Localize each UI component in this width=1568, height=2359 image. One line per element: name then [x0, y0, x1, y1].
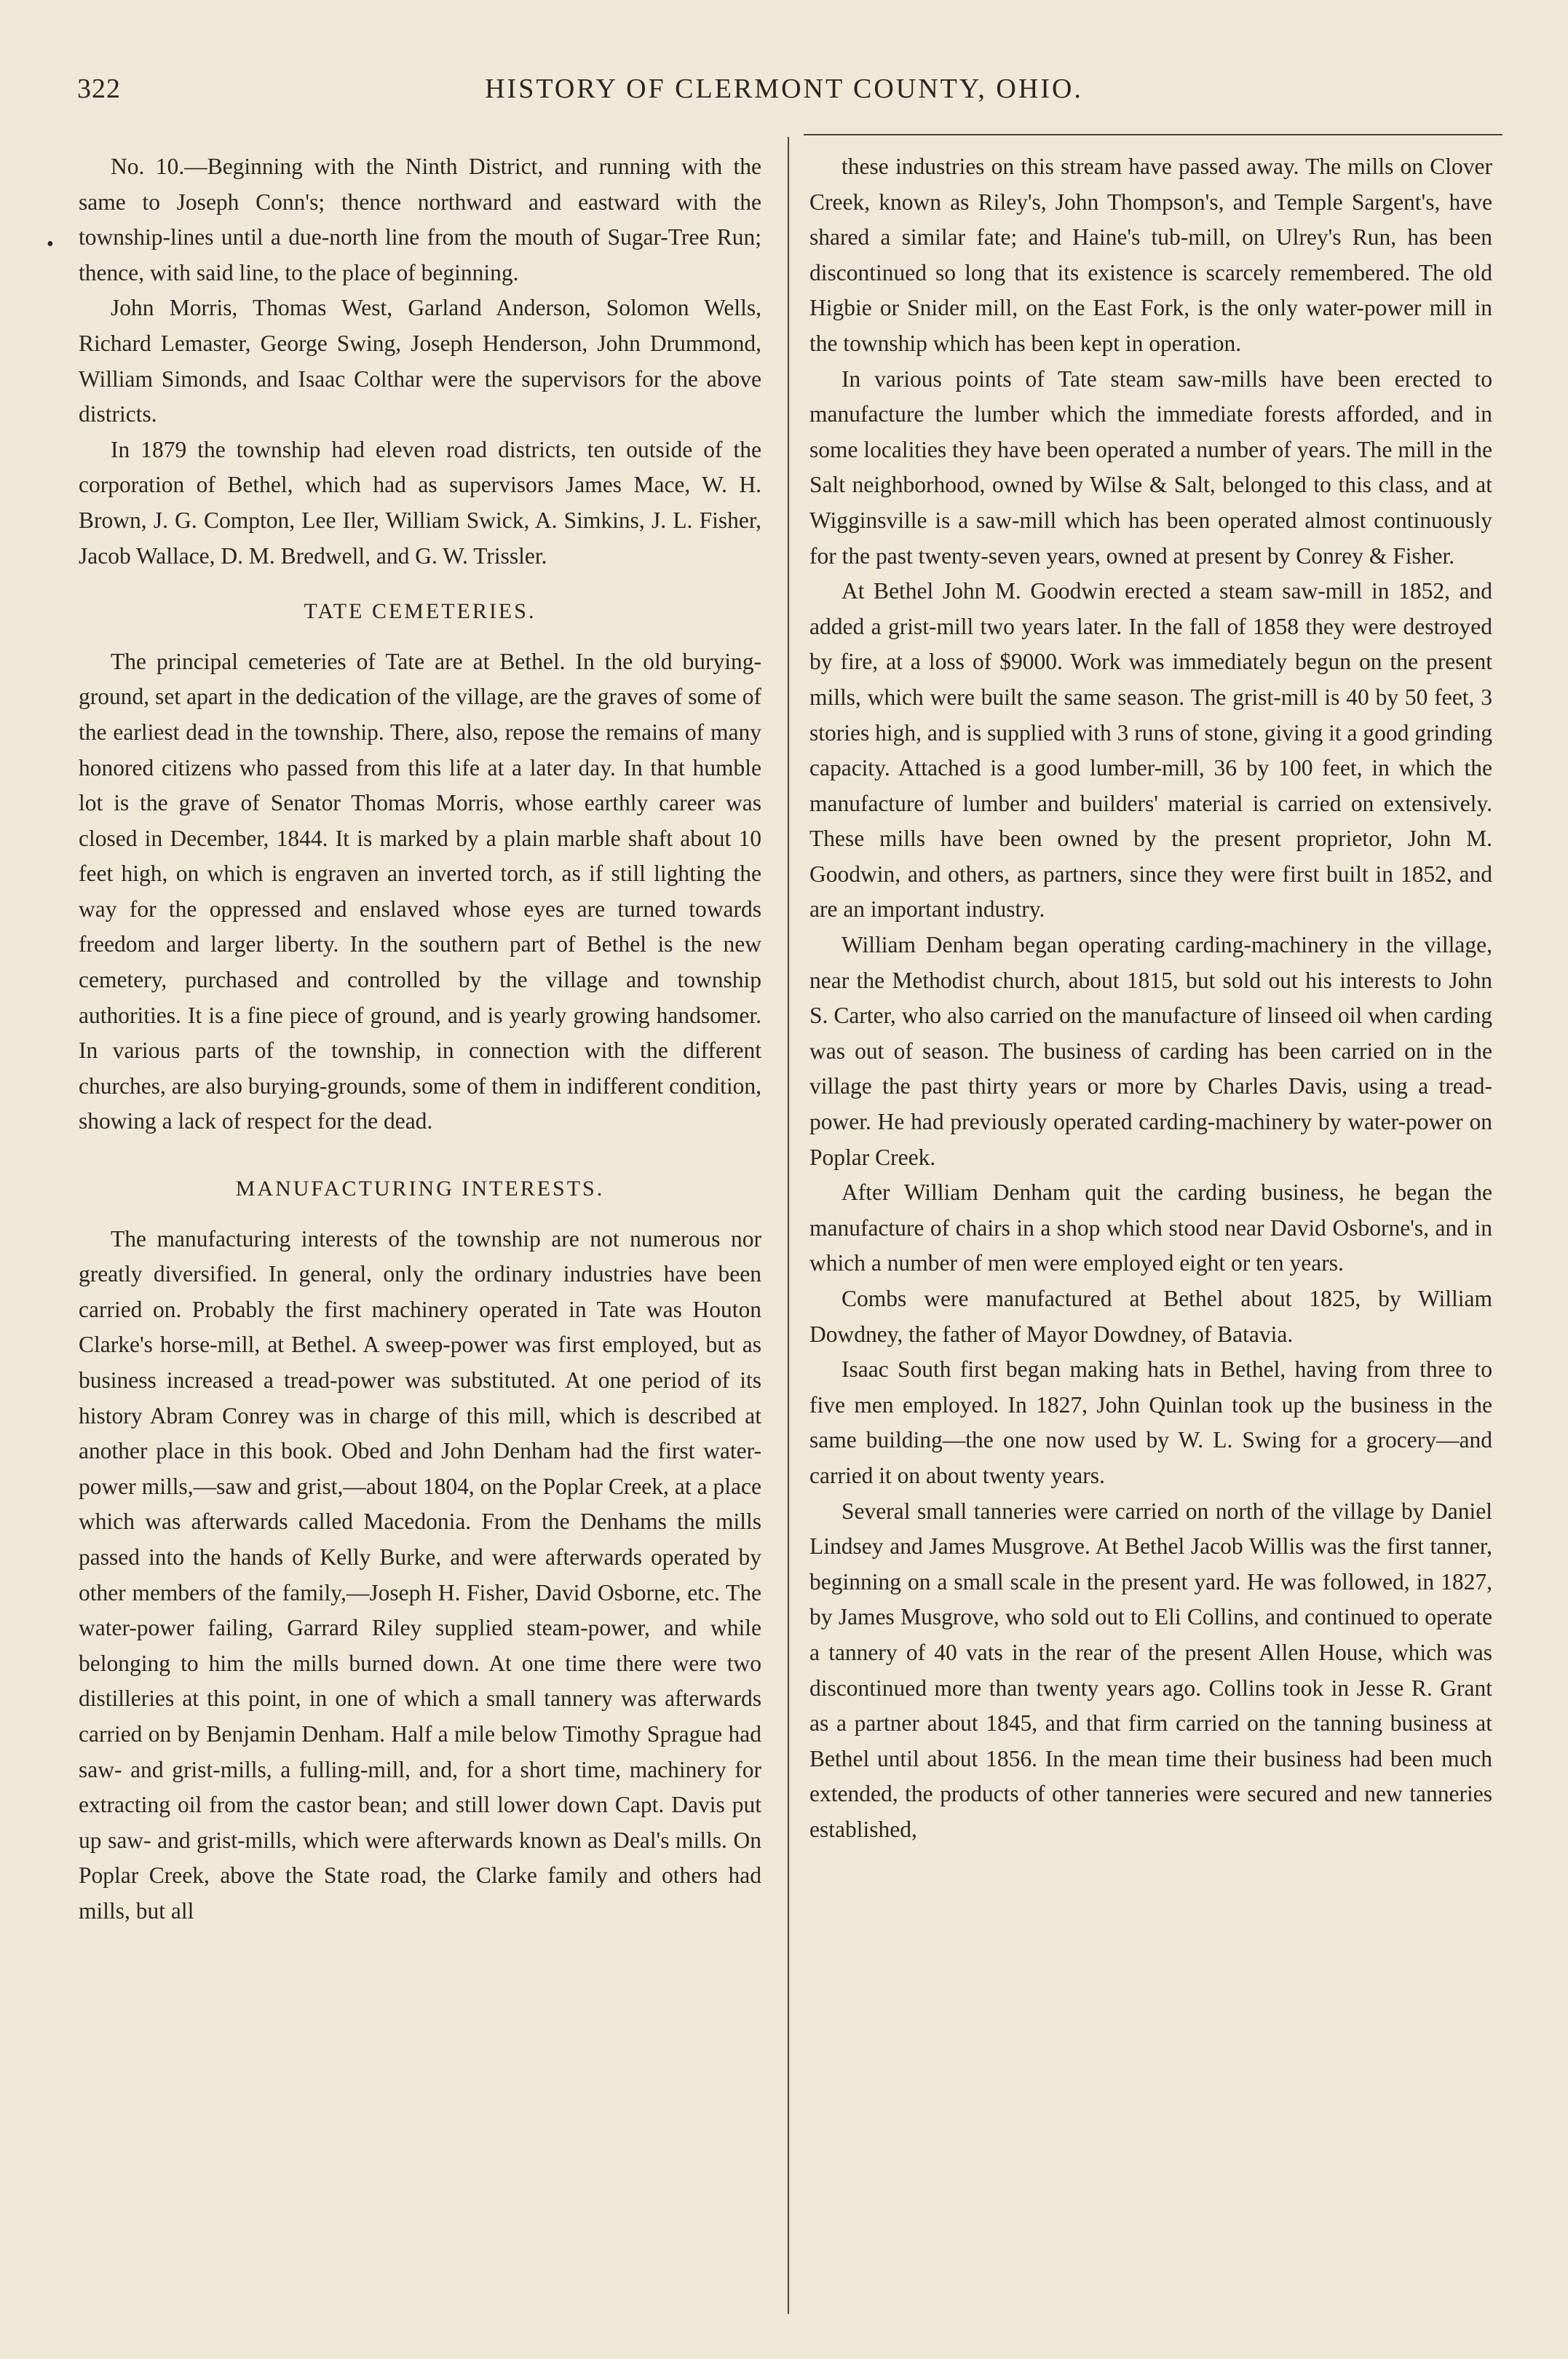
heading-tate-cemeteries: TATE CEMETERIES.	[304, 599, 536, 624]
column-divider	[788, 137, 789, 2314]
right-column	[809, 149, 1492, 1848]
paragraph-road-district-10: No. 10.—Beginning with the Ninth District, and running with the same to Joseph Conn's; thence northward and eastward with the township-lines until a due-north line from the mouth of Sugar-Tree Run; thence, with said line, to the place of beginning.	[79, 154, 761, 285]
paragraph-carding: William Denham began operating carding-machinery in the village, near the Methodist church, about 1815, but sold out his interests to John S. Carter, who also carried on the manufacture of linseed oil when carding was out of season. The business of carding has been carried on in the village the past thirty years or more by Charles Davis, using a tread-power. He had previously operated carding-machinery by water-power on Poplar Creek.	[809, 932, 1492, 1170]
paragraph-hats: Isaac South first began making hats in Bethel, having from three to five men employed. In 1827, John Quinlan took up the business in the same building—the one now used by W. L. Swing for a grocery—and carried it on about twenty years.	[809, 1356, 1492, 1488]
margin-bullet-mark: •	[47, 233, 54, 256]
paragraph-supervisors: John Morris, Thomas West, Garland Anderson, Solomon Wells, Richard Lemaster, George Swing, Joseph Henderson, John Drummond, William Simonds, and Isaac Colthar were the supervisors for the above districts.	[79, 295, 761, 427]
paragraph-industries-passed: these industries on this stream have passed away. The mills on Clover Creek, known as Riley's, John Thompson's, and Temple Sargent's, have shared a similar fate; and Haine's tub-mill, on Ulrey's Run, has been discontinued so long that its existence is scarcely remembered. The old Higbie or Snider mill, on the East Fork, is the only water-power mill in the township which has been kept in operation.	[809, 154, 1492, 356]
paragraph-chairs: After William Denham quit the carding business, he began the manufacture of chairs in a shop which stood near David Osborne's, and in which a number of men were employed eight or ten years.	[809, 1180, 1492, 1276]
running-head-title: HISTORY OF CLERMONT COUNTY, OHIO.	[485, 74, 1083, 104]
paragraph-tanneries: Several small tanneries were carried on north of the village by Daniel Lindsey and James Musgrove. At Bethel Jacob Willis was the first tanner, beginning on a small scale in the present yard. He was followed, in 1827, by James Musgrove, who sold out to Eli Collins, and continued to operate a tannery of 40 vats in the rear of the present Allen House, which was discontinued more than twenty years ago. Collins took in Jesse R. Grant as a partner about 1845, and that firm carried on the tanning business at Bethel until about 1856. In the mean time their business had been much extended, the products of other tanneries were secured and new tanneries established,	[809, 1498, 1492, 1842]
header-rule	[804, 134, 1502, 135]
paragraph-road-districts-1879: In 1879 the township had eleven road districts, ten outside of the corporation of Bethel, which had as supervisors James Mace, W. H. Brown, J. G. Compton, Lee Iler, William Swick, A. Simkins, J. L. Fisher, Jacob Wallace, D. M. Bredwell, and G. W. Trissler.	[79, 436, 761, 569]
left-column	[79, 149, 761, 1929]
heading-manufacturing-interests: MANUFACTURING INTERESTS.	[235, 1177, 605, 1201]
paragraph-manufacturing: The manufacturing interests of the township are not numerous nor greatly diversified. In general, only the ordinary industries have been carried on. Probably the first machinery operated in Tate was Houton Clarke's horse-mill, at Bethel. A sweep-power was first employed, but as business increased a tread-power was substituted. At one period of its history Abram Conrey was in charge of this mill, which is described at another place in this book. Obed and John Denham had the first water-power mills,—saw and grist,—about 1804, on the Poplar Creek, at a place which was afterwards called Macedonia. From the Denhams the mills passed into the hands of Kelly Burke, and were afterwards operated by other members of the family,—Joseph H. Fisher, David Osborne, etc. The water-power failing, Garrard Riley supplied steam-power, and while belonging to him the mills burned down. At one time there were two distilleries at this point, in one of which a small tannery was afterwards carried on by Benjamin Denham. Half a mile below Timothy Sprague had saw- and grist-mills, a fulling-mill, and, for a short time, machinery for extracting oil from the castor bean; and still lower down Capt. Davis put up saw- and grist-mills, which were afterwards known as Deal's mills. On Poplar Creek, above the State road, the Clarke family and others had mills, but all	[79, 1225, 761, 1924]
paragraph-goodwin-mills: At Bethel John M. Goodwin erected a steam saw-mill in 1852, and added a grist-mill two years later. In the fall of 1858 they were destroyed by fire, at a loss of $9000. Work was immediately begun on the present mills, which were built the same season. The grist-mill is 40 by 50 feet, 3 stories high, and is supplied with 3 runs of stone, giving it a good grinding capacity. Attached is a good lumber-mill, 36 by 100 feet, in which the manufacture of lumber and builders' material is carried on extensively. These mills have been owned by the present proprietor, John M. Goodwin, and others, as partners, since they were first built in 1852, and are an important industry.	[809, 578, 1492, 922]
paragraph-combs: Combs were manufactured at Bethel about 1825, by William Dowdney, the father of Mayor Dowdney, of Batavia.	[809, 1286, 1492, 1347]
paragraph-cemeteries: The principal cemeteries of Tate are at Bethel. In the old burying-ground, set apart in the dedication of the village, are the graves of some of the earliest dead in the township. There, also, repose the remains of many honored citizens who passed from this life at a later day. In that humble lot is the grave of Senator Thomas Morris, whose earthly career was closed in December, 1844. It is marked by a plain marble shaft about 10 feet high, on which is engraven an inverted torch, as if still lighting the way for the oppressed and enslaved whose eyes are turned towards freedom and larger liberty. In the southern part of Bethel is the new cemetery, purchased and controlled by the village and township authorities. It is a fine piece of ground, and is yearly growing handsomer. In various parts of the township, in connection with the different churches, are also burying-grounds, some of them in indifferent condition, showing a lack of respect for the dead.	[79, 648, 761, 1134]
paragraph-steam-saw-mills: In various points of Tate steam saw-mills have been erected to manufacture the lumber which the immediate forests afforded, and in some localities they have been operated a number of years. The mill in the Salt neighborhood, owned by Wilse & Salt, belonged to this class, and at Wigginsville is a saw-mill which has been operated almost continuously for the past twenty-seven years, owned at present by Conrey & Fisher.	[809, 365, 1492, 569]
page-number: 322	[77, 74, 121, 104]
